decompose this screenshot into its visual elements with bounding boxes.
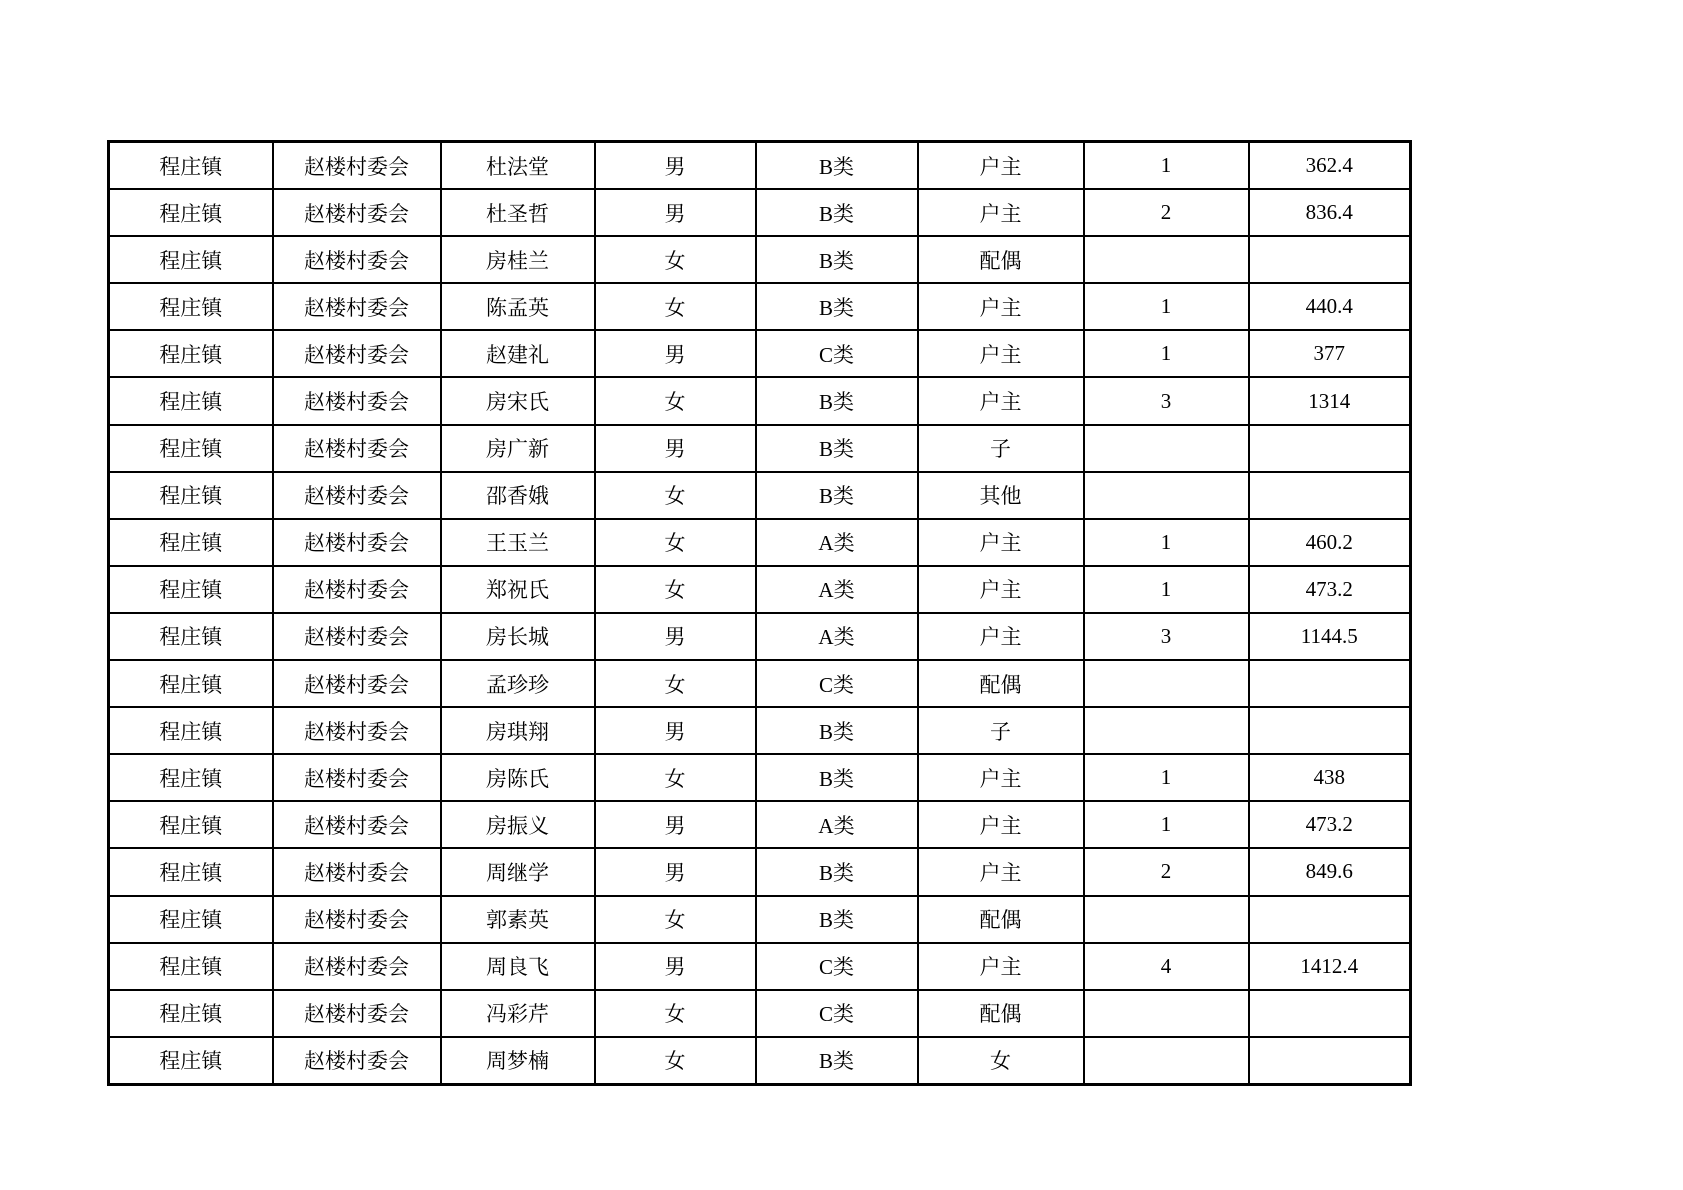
cell-person-name: 郑祝氏 [441, 566, 595, 613]
cell-person-name: 邵香娥 [441, 472, 595, 519]
cell-amount [1249, 425, 1411, 472]
cell-village: 赵楼村委会 [273, 754, 441, 801]
cell-category: A类 [756, 519, 918, 566]
cell-gender: 男 [595, 425, 756, 472]
cell-town: 程庄镇 [109, 330, 273, 377]
cell-town: 程庄镇 [109, 1037, 273, 1085]
cell-category: B类 [756, 1037, 918, 1085]
cell-relation: 户主 [918, 142, 1084, 190]
cell-village: 赵楼村委会 [273, 1037, 441, 1085]
cell-category: C类 [756, 660, 918, 707]
cell-household-count: 1 [1084, 801, 1249, 848]
cell-gender: 女 [595, 236, 756, 283]
cell-relation: 配偶 [918, 896, 1084, 943]
cell-amount: 1314 [1249, 377, 1411, 424]
cell-gender: 女 [595, 472, 756, 519]
cell-amount: 438 [1249, 754, 1411, 801]
cell-household-count: 1 [1084, 519, 1249, 566]
cell-relation: 配偶 [918, 660, 1084, 707]
cell-person-name: 房长城 [441, 613, 595, 660]
cell-relation: 户主 [918, 283, 1084, 330]
table-row [109, 990, 1411, 1037]
cell-town: 程庄镇 [109, 236, 273, 283]
cell-town: 程庄镇 [109, 754, 273, 801]
cell-village: 赵楼村委会 [273, 943, 441, 990]
cell-person-name: 房振义 [441, 801, 595, 848]
cell-category: B类 [756, 142, 918, 190]
cell-gender: 女 [595, 990, 756, 1037]
cell-town: 程庄镇 [109, 377, 273, 424]
cell-village: 赵楼村委会 [273, 142, 441, 190]
table-row [109, 848, 1411, 895]
cell-category: B类 [756, 377, 918, 424]
table-row [109, 330, 1411, 377]
cell-household-count: 2 [1084, 189, 1249, 236]
cell-relation: 子 [918, 707, 1084, 754]
cell-gender: 女 [595, 1037, 756, 1085]
cell-household-count [1084, 1037, 1249, 1085]
cell-relation: 户主 [918, 330, 1084, 377]
cell-amount: 473.2 [1249, 801, 1411, 848]
cell-gender: 男 [595, 943, 756, 990]
cell-village: 赵楼村委会 [273, 425, 441, 472]
cell-amount [1249, 990, 1411, 1037]
table-row [109, 189, 1411, 236]
cell-amount: 836.4 [1249, 189, 1411, 236]
cell-town: 程庄镇 [109, 990, 273, 1037]
table-row [109, 896, 1411, 943]
cell-relation: 户主 [918, 801, 1084, 848]
cell-village: 赵楼村委会 [273, 189, 441, 236]
cell-town: 程庄镇 [109, 660, 273, 707]
cell-category: C类 [756, 943, 918, 990]
cell-household-count: 3 [1084, 377, 1249, 424]
cell-gender: 男 [595, 330, 756, 377]
table-row [109, 801, 1411, 848]
cell-person-name: 杜圣哲 [441, 189, 595, 236]
cell-person-name: 周梦楠 [441, 1037, 595, 1085]
cell-village: 赵楼村委会 [273, 707, 441, 754]
cell-amount: 473.2 [1249, 566, 1411, 613]
table-row [109, 660, 1411, 707]
cell-amount [1249, 236, 1411, 283]
table-row [109, 236, 1411, 283]
cell-amount: 362.4 [1249, 142, 1411, 190]
cell-gender: 男 [595, 613, 756, 660]
cell-town: 程庄镇 [109, 519, 273, 566]
cell-category: B类 [756, 425, 918, 472]
table-row [109, 377, 1411, 424]
cell-person-name: 周继学 [441, 848, 595, 895]
cell-town: 程庄镇 [109, 189, 273, 236]
cell-relation: 女 [918, 1037, 1084, 1085]
cell-person-name: 房广新 [441, 425, 595, 472]
cell-amount: 460.2 [1249, 519, 1411, 566]
cell-village: 赵楼村委会 [273, 613, 441, 660]
cell-household-count: 2 [1084, 848, 1249, 895]
cell-household-count [1084, 472, 1249, 519]
table-row [109, 613, 1411, 660]
cell-amount: 440.4 [1249, 283, 1411, 330]
cell-person-name: 周良飞 [441, 943, 595, 990]
cell-amount [1249, 707, 1411, 754]
cell-relation: 其他 [918, 472, 1084, 519]
cell-village: 赵楼村委会 [273, 519, 441, 566]
cell-relation: 户主 [918, 377, 1084, 424]
cell-person-name: 陈孟英 [441, 283, 595, 330]
cell-household-count: 1 [1084, 330, 1249, 377]
cell-town: 程庄镇 [109, 613, 273, 660]
cell-person-name: 杜法堂 [441, 142, 595, 190]
cell-town: 程庄镇 [109, 943, 273, 990]
cell-gender: 男 [595, 707, 756, 754]
cell-village: 赵楼村委会 [273, 566, 441, 613]
cell-relation: 户主 [918, 519, 1084, 566]
cell-household-count: 1 [1084, 283, 1249, 330]
table-row [109, 566, 1411, 613]
cell-village: 赵楼村委会 [273, 283, 441, 330]
cell-category: B类 [756, 236, 918, 283]
cell-gender: 女 [595, 377, 756, 424]
cell-category: B类 [756, 896, 918, 943]
cell-gender: 男 [595, 801, 756, 848]
cell-category: C类 [756, 990, 918, 1037]
cell-town: 程庄镇 [109, 848, 273, 895]
table-row [109, 283, 1411, 330]
cell-household-count [1084, 660, 1249, 707]
cell-person-name: 赵建礼 [441, 330, 595, 377]
cell-gender: 男 [595, 142, 756, 190]
cell-person-name: 孟珍珍 [441, 660, 595, 707]
table-row [109, 425, 1411, 472]
cell-gender: 男 [595, 848, 756, 895]
cell-town: 程庄镇 [109, 425, 273, 472]
cell-gender: 女 [595, 896, 756, 943]
table-row [109, 519, 1411, 566]
cell-person-name: 房琪翔 [441, 707, 595, 754]
cell-town: 程庄镇 [109, 472, 273, 519]
cell-category: B类 [756, 189, 918, 236]
cell-person-name: 房陈氏 [441, 754, 595, 801]
table-row [109, 142, 1411, 190]
cell-person-name: 冯彩芹 [441, 990, 595, 1037]
cell-household-count: 1 [1084, 566, 1249, 613]
table-row [109, 1037, 1411, 1085]
cell-category: A类 [756, 801, 918, 848]
cell-category: B类 [756, 707, 918, 754]
cell-town: 程庄镇 [109, 142, 273, 190]
cell-household-count: 1 [1084, 754, 1249, 801]
cell-relation: 配偶 [918, 236, 1084, 283]
cell-category: B类 [756, 754, 918, 801]
cell-amount [1249, 1037, 1411, 1085]
cell-household-count [1084, 707, 1249, 754]
cell-category: A类 [756, 566, 918, 613]
cell-village: 赵楼村委会 [273, 848, 441, 895]
cell-person-name: 房桂兰 [441, 236, 595, 283]
table-row [109, 754, 1411, 801]
cell-amount: 377 [1249, 330, 1411, 377]
cell-village: 赵楼村委会 [273, 472, 441, 519]
data-table [107, 140, 1412, 1086]
cell-category: B类 [756, 472, 918, 519]
cell-amount [1249, 472, 1411, 519]
table-row [109, 472, 1411, 519]
cell-gender: 女 [595, 660, 756, 707]
cell-amount [1249, 660, 1411, 707]
cell-relation: 户主 [918, 566, 1084, 613]
cell-town: 程庄镇 [109, 566, 273, 613]
cell-category: B类 [756, 848, 918, 895]
table-row [109, 707, 1411, 754]
cell-household-count [1084, 990, 1249, 1037]
cell-household-count: 4 [1084, 943, 1249, 990]
cell-relation: 户主 [918, 943, 1084, 990]
cell-gender: 男 [595, 189, 756, 236]
cell-relation: 户主 [918, 613, 1084, 660]
cell-gender: 女 [595, 519, 756, 566]
cell-amount: 849.6 [1249, 848, 1411, 895]
cell-relation: 户主 [918, 848, 1084, 895]
cell-category: A类 [756, 613, 918, 660]
cell-gender: 女 [595, 283, 756, 330]
cell-village: 赵楼村委会 [273, 377, 441, 424]
cell-gender: 女 [595, 566, 756, 613]
cell-relation: 子 [918, 425, 1084, 472]
cell-village: 赵楼村委会 [273, 990, 441, 1037]
cell-village: 赵楼村委会 [273, 801, 441, 848]
cell-relation: 户主 [918, 189, 1084, 236]
cell-amount: 1144.5 [1249, 613, 1411, 660]
cell-household-count: 3 [1084, 613, 1249, 660]
cell-town: 程庄镇 [109, 283, 273, 330]
cell-village: 赵楼村委会 [273, 660, 441, 707]
cell-category: C类 [756, 330, 918, 377]
cell-category: B类 [756, 283, 918, 330]
cell-household-count [1084, 896, 1249, 943]
cell-person-name: 房宋氏 [441, 377, 595, 424]
cell-amount [1249, 896, 1411, 943]
cell-village: 赵楼村委会 [273, 236, 441, 283]
cell-amount: 1412.4 [1249, 943, 1411, 990]
cell-town: 程庄镇 [109, 801, 273, 848]
cell-relation: 户主 [918, 754, 1084, 801]
cell-village: 赵楼村委会 [273, 896, 441, 943]
cell-household-count [1084, 425, 1249, 472]
cell-person-name: 郭素英 [441, 896, 595, 943]
cell-town: 程庄镇 [109, 896, 273, 943]
cell-household-count: 1 [1084, 142, 1249, 190]
cell-person-name: 王玉兰 [441, 519, 595, 566]
cell-relation: 配偶 [918, 990, 1084, 1037]
table-row [109, 943, 1411, 990]
cell-village: 赵楼村委会 [273, 330, 441, 377]
cell-gender: 女 [595, 754, 756, 801]
cell-household-count [1084, 236, 1249, 283]
cell-town: 程庄镇 [109, 707, 273, 754]
